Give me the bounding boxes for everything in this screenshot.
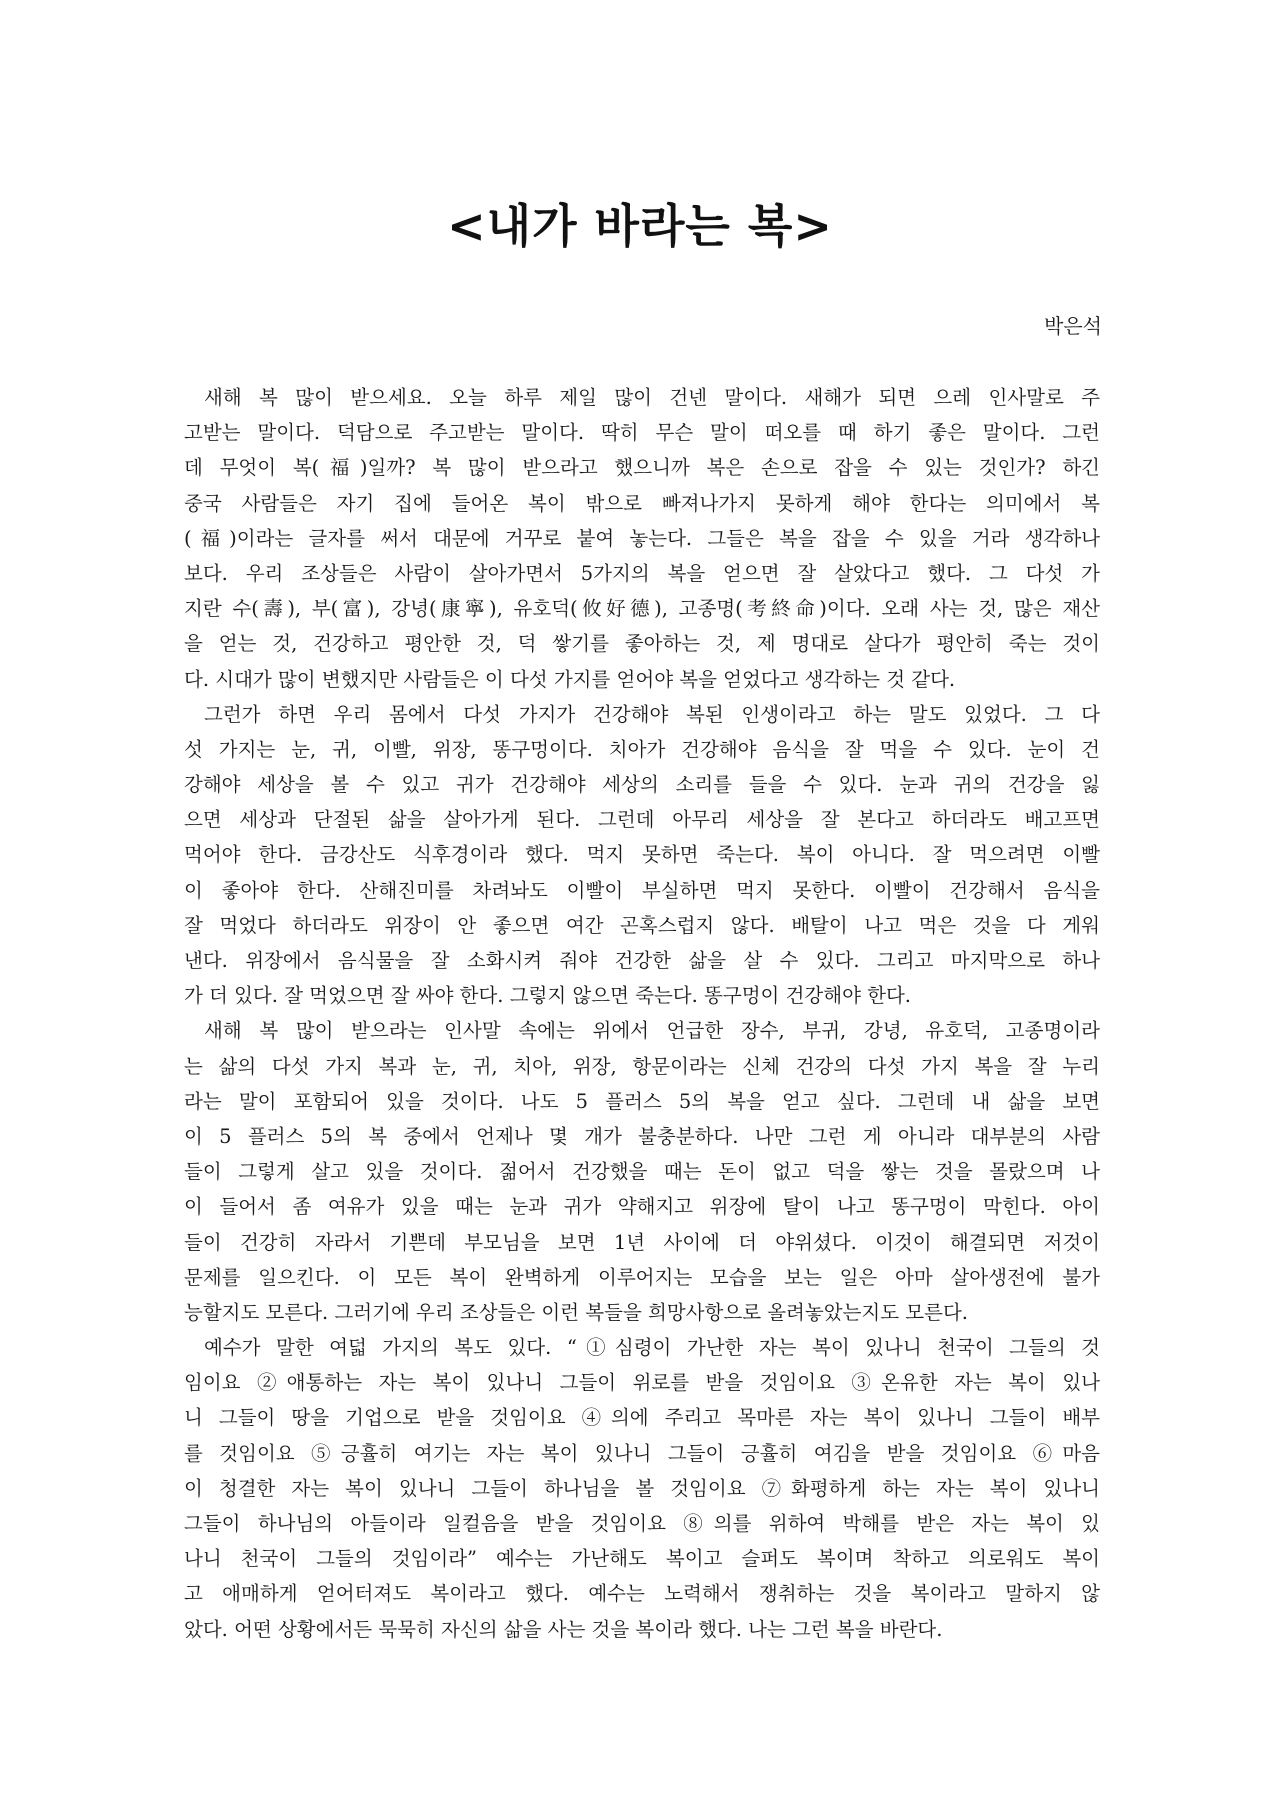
text-line: 으면 세상과 단절된 삶을 살아가게 된다. 그런데 아무리 세상을 잘 본다고 하더라도 배고프면 — [184, 808, 1100, 832]
text-line: 가 더 있다. 잘 먹었으면 잘 싸야 한다. 그렇지 않으면 죽는다. 똥구멍이 건강해야 한다. — [184, 984, 911, 1008]
text-line: 그들이 하나님의 아들이라 일컬음을 받을 것임이요 ⑧의를 위하여 박해를 받은 자는 복이 있 — [184, 1512, 1100, 1535]
text-line: 중국 사람들은 자기 집에 들어온 복이 밖으로 빠져나가지 못하게 해야 한다는 의미에서 복 — [184, 491, 1100, 515]
text-line: 그런가 하면 우리 몸에서 다섯 가지가 건강해야 복된 인생이라고 하는 말도 있었다. 그 다 — [204, 702, 1100, 726]
text-line: 들이 그렇게 살고 있을 것이다. 젊어서 건강했을 때는 돈이 없고 덕을 쌓는 것을 몰랐으며 나 — [184, 1160, 1100, 1184]
text-line: 강해야 세상을 볼 수 있고 귀가 건강해야 세상의 소리를 들을 수 있다. 눈과 귀의 건강을 잃 — [184, 773, 1100, 797]
text-line: 들이 건강히 자라서 기쁜데 부모님을 보면 1년 사이에 더 야위셨다. 이것이 해결되면 저것이 — [184, 1230, 1100, 1254]
text-line: 이 청결한 자는 복이 있나니 그들이 하나님을 볼 것임이요 ⑦화평하게 하는 자는 복이 있나니 — [184, 1476, 1100, 1500]
text-line: 을 얻는 것, 건강하고 평안한 것, 덕 쌓기를 좋아하는 것, 제 명대로 살다가 평안히 죽는 것이 — [184, 632, 1100, 656]
text-line: 예수가 말한 여덟 가지의 복도 있다. “①심령이 가난한 자는 복이 있나니 천국이 그들의 것 — [204, 1336, 1100, 1360]
text-line: 이 들어서 좀 여유가 있을 때는 눈과 귀가 약해지고 위장에 탈이 나고 똥구멍이 막힌다. 아이 — [184, 1195, 1100, 1219]
text-line: 낸다. 위장에서 음식물을 잘 소화시켜 줘야 건강한 삶을 살 수 있다. 그리고 마지막으로 하나 — [184, 949, 1100, 972]
text-line: 보다. 우리 조상들은 사람이 살아가면서 5가지의 복을 얻으면 잘 살았다고 했다. 그 다섯 가 — [184, 561, 1100, 585]
text-line: 새해 복 많이 받으라는 인사말 속에는 위에서 언급한 장수, 부귀, 강녕, 유호덕, 고종명이라 — [204, 1019, 1100, 1043]
text-line: 나니 천국이 그들의 것임이라” 예수는 가난해도 복이고 슬퍼도 복이며 착하고 의로워도 복이 — [184, 1547, 1100, 1571]
text-line: (福)이라는 글자를 써서 대문에 거꾸로 붙여 놓는다. 그들은 복을 잡을 수 있을 거라 생각하나 — [184, 526, 1100, 550]
text-line: 섯 가지는 눈, 귀, 이빨, 위장, 똥구멍이다. 치아가 건강해야 음식을 잘 먹을 수 있다. 눈이 건 — [184, 737, 1100, 761]
text-line: 임이요 ②애통하는 자는 복이 있나니 그들이 위로를 받을 것임이요 ③온유한 자는 복이 있나 — [184, 1371, 1100, 1395]
text-line: 이 좋아야 한다. 산해진미를 차려놔도 이빨이 부실하면 먹지 못한다. 이빨이 건강해서 음식을 — [184, 878, 1100, 902]
text-line: 새해 복 많이 받으세요. 오늘 하루 제일 많이 건넨 말이다. 새해가 되면 으레 인사말로 주 — [204, 386, 1100, 409]
text-line: 는 삶의 다섯 가지 복과 눈, 귀, 치아, 위장, 항문이라는 신체 건강의 다섯 가지 복을 잘 누리 — [184, 1054, 1100, 1078]
document-body — [184, 380, 1100, 1647]
text-line: 다. 시대가 많이 변했지만 사람들은 이 다섯 가지를 얻어야 복을 얻었다고 생각하는 것 같다. — [184, 667, 956, 691]
text-line: 문제를 일으킨다. 이 모든 복이 완벽하게 이루어지는 모습을 보는 일은 아마 살아생전에 불가 — [184, 1265, 1100, 1289]
text-line: 고받는 말이다. 덕담으로 주고받는 말이다. 딱히 무슨 말이 떠오를 때 하기 좋은 말이다. 그런 — [184, 421, 1100, 445]
text-line: 고 애매하게 얻어터져도 복이라고 했다. 예수는 노력해서 쟁취하는 것을 복이라고 말하지 않 — [184, 1582, 1100, 1606]
text-line: 를 것임이요 ⑤긍휼히 여기는 자는 복이 있나니 그들이 긍휼히 여김을 받을 것임이요 ⑥마음 — [184, 1441, 1100, 1465]
text-line: 능할지도 모른다. 그러기에 우리 조상들은 이런 복들을 희망사항으로 올려놓았는지도 모른다. — [184, 1300, 968, 1324]
text-line: 데 무엇이 복(福)일까? 복 많이 받으라고 했으니까 복은 손으로 잡을 수 있는 것인가? 하긴 — [184, 456, 1100, 480]
text-line: 니 그들이 땅을 기업으로 받을 것임이요 ④의에 주리고 목마른 자는 복이 있나니 그들이 배부 — [184, 1406, 1100, 1430]
text-line: 잘 먹었다 하더라도 위장이 안 좋으면 여간 곤혹스럽지 않다. 배탈이 나고 먹은 것을 다 게워 — [184, 913, 1100, 937]
text-line: 지란 수(壽), 부(富), 강녕(康寧), 유호덕(攸好德), 고종명(考終命)이다. 오래 사는 것, 많은 재산 — [184, 597, 1100, 621]
text-line: 았다. 어떤 상황에서든 묵묵히 자신의 삶을 사는 것을 복이라 했다. 나는 그런 복을 바란다. — [184, 1617, 943, 1641]
author-name: 박은석 — [1044, 314, 1102, 338]
text-line: 라는 말이 포함되어 있을 것이다. 나도 5 플러스 5의 복을 얻고 싶다. 그런데 내 삶을 보면 — [184, 1089, 1100, 1113]
text-line: 먹어야 한다. 금강산도 식후경이라 했다. 먹지 못하면 죽는다. 복이 아니다. 잘 먹으려면 이빨 — [184, 843, 1100, 867]
text-line: 이 5 플러스 5의 복 중에서 언제나 몇 개가 불충분하다. 나만 그런 게 아니라 대부분의 사람 — [184, 1124, 1100, 1148]
document-title: <내가 바라는 복> — [447, 199, 833, 253]
